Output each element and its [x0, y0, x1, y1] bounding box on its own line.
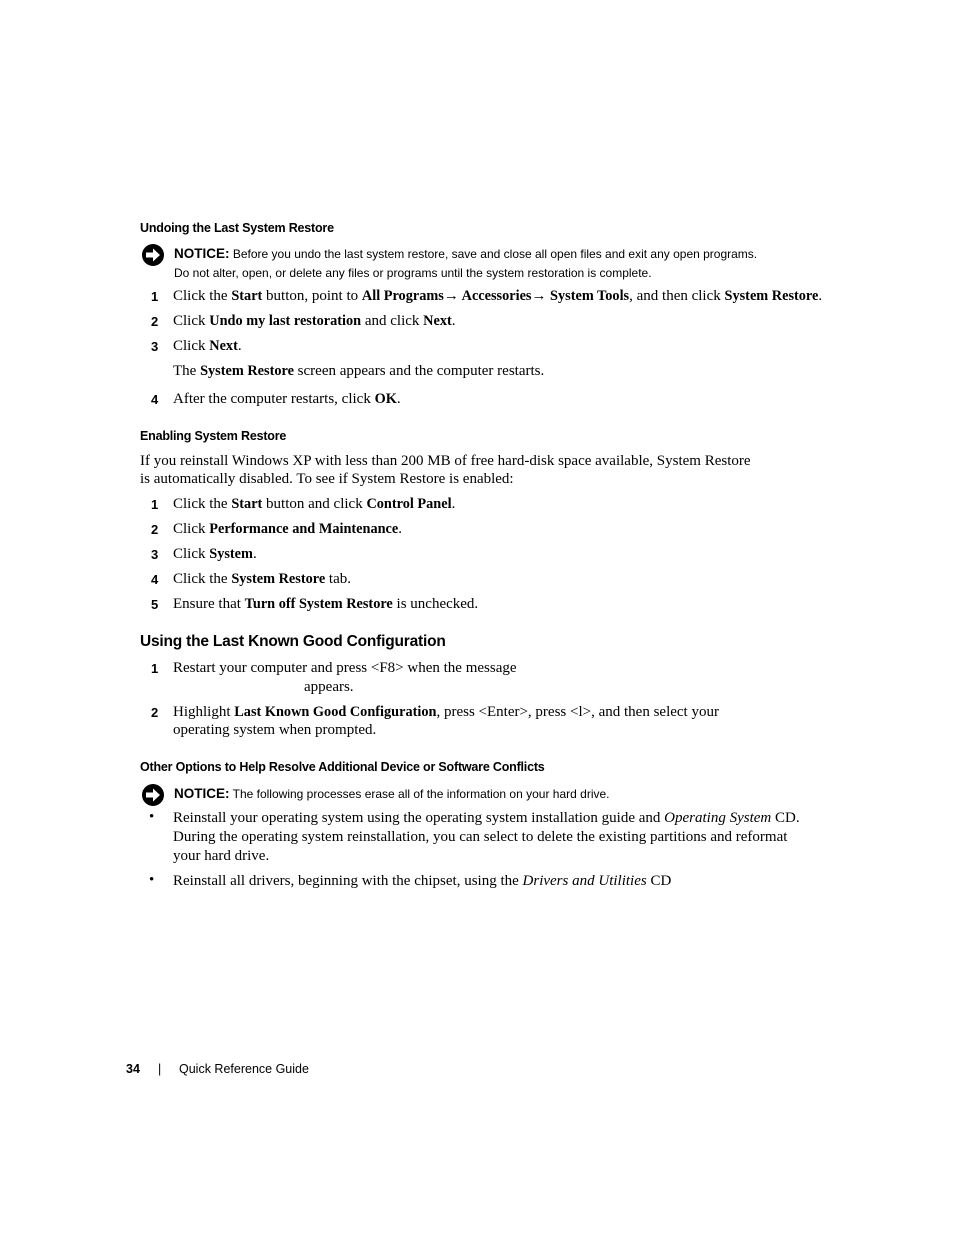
step-number: 2 — [151, 314, 159, 329]
step-text-part: Click the — [173, 571, 232, 587]
step-text-part: , and then click — [629, 288, 725, 304]
notice-arrow-icon — [142, 244, 164, 266]
step-text-continued: operating system when prompted. — [173, 722, 377, 738]
footer-separator: | — [158, 1062, 162, 1076]
bullet-glyph: • — [149, 809, 155, 825]
step-text-part: Click — [173, 546, 210, 562]
step-text — [173, 390, 401, 408]
section-heading-undo: Undoing the Last System Restore — [140, 221, 334, 235]
step-text — [173, 520, 402, 538]
step-text-part: Click — [173, 338, 210, 354]
arrow-glyph: → — [531, 288, 547, 304]
step-number: 1 — [151, 661, 159, 676]
step-text-part: tab. — [325, 571, 351, 587]
step-text-part: . — [252, 546, 257, 562]
step-text-part: button, point to — [262, 288, 362, 304]
bullet-text-part: Reinstall all drivers, beginning with the chipset, using the — [173, 873, 523, 889]
step-text-part: Highlight — [173, 704, 235, 720]
step-number: 3 — [151, 339, 159, 354]
step-number: 1 — [151, 289, 159, 304]
notice-label: NOTICE: — [174, 786, 230, 801]
bullet-text-continued: your hard drive. — [173, 848, 270, 864]
bullet-glyph: • — [149, 872, 155, 888]
notice-text-line2: Do not alter, open, or delete any files or programs until the system restoration is complete. — [174, 266, 652, 280]
italic-title: Drivers and Utilities — [522, 873, 647, 889]
bullet-text-continued: During the operating system reinstallation, you can select to delete the existing partitions and reformat — [173, 829, 788, 845]
step-text-part: button and click — [262, 496, 367, 512]
step-text-part: Click — [173, 313, 210, 329]
step-text — [173, 337, 242, 355]
step-text-part: . — [818, 288, 823, 304]
step-number: 2 — [151, 522, 159, 537]
paragraph-line: If you reinstall Windows XP with less than 200 MB of free hard-disk space available, System Restore — [140, 453, 751, 469]
ui-term: System — [209, 546, 253, 562]
step-number: 5 — [151, 597, 159, 612]
ui-term: System Restore — [231, 571, 326, 587]
step-text-part: screen appears and the computer restarts. — [293, 363, 545, 379]
step-text — [173, 312, 456, 330]
step-text-part: Click the — [173, 288, 232, 304]
bullet-text-part: CD — [646, 873, 672, 889]
bullet-text-part: CD. — [771, 810, 800, 826]
step-text — [173, 595, 478, 613]
step-number: 2 — [151, 705, 159, 720]
bullet-text-part: Reinstall your operating system using the operating system installation guide and — [173, 810, 665, 826]
italic-title: Operating System — [664, 810, 772, 826]
ui-term: Turn off System Restore — [244, 596, 393, 612]
ui-term: All Programs — [361, 288, 444, 304]
step-text-part: and click — [361, 313, 424, 329]
step-text-part: . — [396, 391, 401, 407]
step-text: Restart your computer and press <F8> when the message — [173, 660, 517, 676]
section-heading-other-options: Other Options to Help Resolve Additional Device or Software Conflicts — [140, 760, 545, 774]
ui-term: System Restore — [200, 363, 294, 379]
ui-term: Accessories — [458, 288, 532, 304]
footer-guide-title: Quick Reference Guide — [179, 1062, 309, 1076]
step-text-part: . — [398, 521, 402, 537]
step-text — [173, 287, 822, 305]
step-text-part: is unchecked. — [392, 596, 479, 612]
step-number: 1 — [151, 497, 159, 512]
notice-erase — [174, 785, 610, 803]
page-number: 34 — [126, 1062, 140, 1076]
step-text-part: . — [451, 496, 456, 512]
ui-term: Next — [423, 313, 452, 329]
ui-term: Start — [231, 496, 263, 512]
step-text-part: Ensure that — [173, 596, 245, 612]
step-text — [173, 495, 455, 513]
step-number: 4 — [151, 572, 159, 587]
step-text-part: Click — [173, 521, 210, 537]
step-text-part: Click the — [173, 496, 232, 512]
step-text-continued: appears. — [304, 679, 354, 695]
step-text-part: The — [173, 363, 201, 379]
ui-term: Control Panel — [366, 496, 452, 512]
notice-arrow-icon — [142, 784, 164, 806]
notice-undo — [174, 245, 757, 263]
ui-term: Next — [209, 338, 238, 354]
section-heading-last-known-good: Using the Last Known Good Configuration — [140, 633, 446, 650]
ui-term: Performance and Maintenance — [209, 521, 399, 537]
step-text — [173, 703, 719, 721]
step-text-part: , press <Enter>, press <l>, and then select your — [436, 704, 719, 720]
step-text-part: . — [237, 338, 242, 354]
notice-text: The following processes erase all of the information on your hard drive. — [232, 787, 610, 801]
notice-text-line1: Before you undo the last system restore, save and close all open files and exit any open programs. — [232, 247, 758, 261]
step-subtext — [173, 362, 544, 380]
paragraph-line: is automatically disabled. To see if System Restore is enabled: — [140, 471, 514, 487]
step-number: 3 — [151, 547, 159, 562]
ui-term: OK — [374, 391, 397, 407]
section-heading-enable: Enabling System Restore — [140, 429, 287, 443]
bullet-text — [173, 809, 800, 827]
bullet-text — [173, 872, 671, 890]
notice-label: NOTICE: — [174, 246, 230, 261]
step-text-part: . — [451, 313, 456, 329]
ui-term: Start — [231, 288, 263, 304]
step-text-part: After the computer restarts, click — [173, 391, 375, 407]
step-text — [173, 545, 257, 563]
step-text — [173, 570, 351, 588]
ui-term: Last Known Good Configuration — [234, 704, 437, 720]
arrow-glyph: → — [443, 288, 459, 304]
ui-term: System Restore — [724, 288, 819, 304]
step-number: 4 — [151, 392, 159, 407]
ui-term: Undo my last restoration — [209, 313, 362, 329]
ui-term: System Tools — [546, 288, 630, 304]
